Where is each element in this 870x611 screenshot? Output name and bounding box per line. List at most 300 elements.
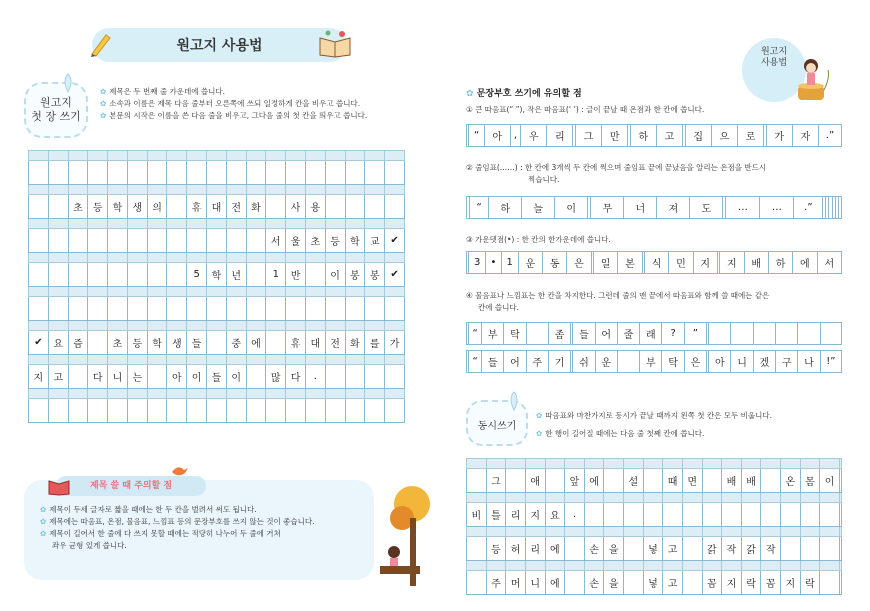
grid-cell <box>88 297 108 321</box>
page-title-banner <box>92 28 347 62</box>
grid-cell <box>108 297 128 321</box>
grid-cell <box>325 195 345 219</box>
grid-cell: 용 <box>305 195 325 219</box>
grid-cell <box>68 297 88 321</box>
grid-row <box>467 323 842 345</box>
grid-cell <box>147 365 167 389</box>
grid-gap-row <box>467 493 842 503</box>
grid-cell: .” <box>818 125 841 147</box>
grid-cell <box>467 571 487 595</box>
grid-row <box>467 469 842 493</box>
grid-cell: 아 <box>167 365 187 389</box>
grid-cell: 들 <box>573 323 595 345</box>
grid-cell: 초 <box>108 331 128 355</box>
grid-row <box>29 161 405 185</box>
grid-cell <box>838 197 841 219</box>
grid-cell: 에 <box>246 331 266 355</box>
grid-cell: 너 <box>624 197 657 219</box>
grid-cell: 리 <box>547 125 573 147</box>
grid-cell: 때 <box>663 469 683 493</box>
grid-cell <box>820 571 840 595</box>
grid-cell: 등 <box>127 331 147 355</box>
grid-cell <box>709 323 731 345</box>
grid-cell: 고 <box>656 125 682 147</box>
grid-cell: 들 <box>187 331 207 355</box>
grid-cell: 울 <box>286 229 306 253</box>
grid-cell <box>325 399 345 423</box>
grid-cell: 아 <box>484 125 510 147</box>
grid-row <box>467 351 842 373</box>
grid-cell: 은 <box>684 351 706 373</box>
grid-cell <box>305 399 325 423</box>
grid-cell: 운 <box>518 252 542 274</box>
leaf-icon <box>506 390 522 412</box>
grid-cell <box>68 399 88 423</box>
grid-cell: 부 <box>482 323 504 345</box>
grid-cell <box>187 229 207 253</box>
grid-cell: 식 <box>644 252 668 274</box>
grid-cell <box>29 297 49 321</box>
grid-cell: 동 <box>542 252 566 274</box>
grid-item-4 <box>466 322 842 373</box>
grid-cell <box>385 399 405 423</box>
grid-cell: 우 <box>521 125 547 147</box>
grid-cell <box>325 161 345 185</box>
grid-row <box>467 252 842 274</box>
grid-cell: 도 <box>690 197 723 219</box>
grid-cell <box>682 537 702 561</box>
grid-cell: 사 <box>286 195 306 219</box>
grid-cell <box>266 161 286 185</box>
grid-cell: 학 <box>147 331 167 355</box>
manuscript-grid-left <box>28 150 405 423</box>
grid-cell <box>565 571 585 595</box>
grid-cell: 나 <box>798 351 820 373</box>
grid-cell <box>643 503 663 527</box>
grid-cell: 이 <box>325 263 345 287</box>
grid-cell: 지 <box>29 365 49 389</box>
grid-cell <box>839 537 841 561</box>
note-bullets: ✿ 제목이 두세 글자로 짧을 때에는 한 두 칸을 벌려서 써도 됩니다. ✿ 제목에는 따옴표, 온점, 물음표, 느낌표 등의 문장부호를 쓰지 않는 것이 좋습니다. ✿ 제목이 길어서 한 줄에 다 쓰지 못할 때에는 적당히 나누어 두 줄에 거쳐 좌우 균형 있게 씁니다. <box>40 505 315 550</box>
grid-cell <box>88 399 108 423</box>
grid-cell: 학 <box>207 263 227 287</box>
grid-cell <box>88 161 108 185</box>
grid-cell: 민 <box>669 252 693 274</box>
grid-cell <box>385 365 405 389</box>
grid-cell: 락 <box>800 571 820 595</box>
grid-gap-row <box>467 561 842 571</box>
grid-cell: 대 <box>305 331 325 355</box>
bullet: ✿ 본문의 시작은 이름을 쓴 다음 줄을 비우고, 그다음 줄의 첫 칸을 띄우고 씁니다. <box>100 111 368 120</box>
grid-cell: . <box>565 503 585 527</box>
grid-cell <box>266 297 286 321</box>
grid-cell <box>246 229 266 253</box>
grid-cell: 휴 <box>286 331 306 355</box>
item-2-text: ② 줄임표(……) : 한 칸에 3개씩 두 칸에 찍으며 줄임표 끝에 끝났음을 알리는 온점을 반드시 찍습니다. <box>466 163 767 184</box>
grid-gap-row <box>29 185 405 195</box>
grid-cell <box>68 365 88 389</box>
grid-gap-row <box>29 355 405 365</box>
grid-cell <box>624 571 644 595</box>
grid-cell: 중 <box>226 331 246 355</box>
grid-cell: 지 <box>720 252 744 274</box>
grid-cell: 고 <box>48 365 68 389</box>
grid-row <box>29 195 405 219</box>
grid-cell <box>305 297 325 321</box>
grid-cell <box>266 331 286 355</box>
grid-cell: .” <box>794 197 823 219</box>
grid-cell: 져 <box>657 197 690 219</box>
grid-cell: !” <box>820 351 841 373</box>
pencil-icon <box>88 32 112 58</box>
grid-cell: 어 <box>504 351 526 373</box>
grid-cell <box>226 229 246 253</box>
grid-cell <box>286 399 306 423</box>
section-label-first-page: 원고지 첫 장 쓰기 <box>24 82 88 138</box>
grid-cell <box>286 297 306 321</box>
grid-cell <box>345 399 365 423</box>
grid-cell <box>167 297 187 321</box>
grid-gap-row <box>29 151 405 161</box>
grid-gap-row <box>29 321 405 331</box>
grid-cell <box>365 297 385 321</box>
grid-cell <box>467 537 487 561</box>
grid-cell: 만 <box>602 125 628 147</box>
grid-cell <box>207 161 227 185</box>
grid-cell: 허 <box>506 537 526 561</box>
grid-gap-row <box>467 527 842 537</box>
leaf-icon <box>60 72 76 94</box>
grid-cell: 초 <box>305 229 325 253</box>
grid-cell: 늘 <box>522 197 555 219</box>
grid-cell: 좀 <box>548 323 570 345</box>
grid-row <box>29 263 405 287</box>
grid-cell <box>526 323 548 345</box>
grid-cell: 배 <box>722 469 742 493</box>
grid-cell <box>48 399 68 423</box>
grid-cell: 다 <box>88 365 108 389</box>
grid-cell: 일 <box>593 252 617 274</box>
grid-cell: 갉 <box>702 537 722 561</box>
page-title: 원고지 사용법 <box>176 38 263 54</box>
grid-cell: 들 <box>482 351 504 373</box>
grid-cell <box>246 365 266 389</box>
grid-cell: 작 <box>722 537 742 561</box>
grid-cell <box>345 297 365 321</box>
grid-cell: 면 <box>682 469 702 493</box>
grid-cell: 지 <box>722 571 742 595</box>
grid-cell: 등 <box>486 537 506 561</box>
grid-row <box>467 537 842 561</box>
grid-cell: 3 <box>469 252 486 274</box>
grid-cell <box>741 503 761 527</box>
grid-cell <box>187 399 207 423</box>
grid-cell <box>127 229 147 253</box>
grid-cell: “ <box>469 351 482 373</box>
grid-gap-row <box>29 219 405 229</box>
grid-cell: 이 <box>187 365 207 389</box>
grid-cell <box>722 503 742 527</box>
grid-cell <box>781 503 801 527</box>
grid-cell: 에 <box>793 252 817 274</box>
grid-cell: 를 <box>365 331 385 355</box>
grid-item-3 <box>466 251 842 274</box>
grid-cell: 주 <box>526 351 548 373</box>
grid-cell: 설 <box>624 469 644 493</box>
left-bullets <box>100 86 367 122</box>
grid-cell <box>731 323 753 345</box>
grid-cell: . <box>305 365 325 389</box>
grid-gap-row <box>467 459 842 469</box>
grid-cell: • <box>486 252 502 274</box>
grid-cell <box>48 263 68 287</box>
grid-cell: 전 <box>226 195 246 219</box>
grid-cell: 넣 <box>643 571 663 595</box>
grid-cell <box>839 571 841 595</box>
grid-cell: 다 <box>286 365 306 389</box>
grid-cell <box>345 161 365 185</box>
grid-cell: 기 <box>548 351 570 373</box>
open-book-icon <box>48 476 70 496</box>
grid-cell <box>108 399 128 423</box>
grid-cell: 학 <box>108 195 128 219</box>
grid-cell <box>345 365 365 389</box>
grid-cell <box>385 161 405 185</box>
grid-cell: 고 <box>663 537 683 561</box>
grid-cell: 앞 <box>565 469 585 493</box>
grid-cell: 락 <box>741 571 761 595</box>
grid-cell: 가 <box>385 331 405 355</box>
grid-cell <box>108 161 128 185</box>
grid-cell <box>167 161 187 185</box>
grid-cell: 지 <box>525 503 545 527</box>
grid-cell: 요 <box>545 503 565 527</box>
grid-cell: 작 <box>761 537 781 561</box>
grid-cell: 손 <box>584 571 604 595</box>
grid-cell: 리 <box>506 503 526 527</box>
grid-gap-row <box>29 253 405 263</box>
grid-cell: 으 <box>711 125 737 147</box>
grid-cell: 애 <box>525 469 545 493</box>
grid-item-2 <box>466 196 842 219</box>
grid-cell: 하 <box>630 125 656 147</box>
grid-cell: 등 <box>325 229 345 253</box>
grid-cell: ? <box>662 323 684 345</box>
grid-cell <box>29 399 49 423</box>
grid-cell <box>48 161 68 185</box>
grid-cell <box>147 297 167 321</box>
grid-cell <box>798 323 820 345</box>
grid-cell <box>345 195 365 219</box>
grid-cell <box>604 469 624 493</box>
grid-cell: “ <box>469 323 482 345</box>
grid-cell: 은 <box>567 252 591 274</box>
grid-cell <box>68 229 88 253</box>
grid-cell: 대 <box>207 195 227 219</box>
grid-cell: 봉 <box>345 263 365 287</box>
grid-cell: 서 <box>266 229 286 253</box>
grid-cell <box>266 195 286 219</box>
grid-cell: 반 <box>286 263 306 287</box>
grid-cell <box>617 351 639 373</box>
grid-cell <box>820 323 841 345</box>
grid-cell: 래 <box>640 323 662 345</box>
grid-cell <box>88 229 108 253</box>
grid-cell <box>68 161 88 185</box>
grid-cell <box>147 161 167 185</box>
grid-row <box>29 297 405 321</box>
grid-gap-row <box>29 389 405 399</box>
grid-cell: , <box>510 125 520 147</box>
bird-icon <box>170 462 190 480</box>
grid-cell <box>325 365 345 389</box>
grid-cell: 본 <box>618 252 642 274</box>
grid-cell: 가 <box>766 125 792 147</box>
grid-cell: 에 <box>584 469 604 493</box>
grid-cell <box>246 297 266 321</box>
grid-cell: 즘 <box>68 331 88 355</box>
grid-cell <box>127 297 147 321</box>
grid-cell: 년 <box>226 263 246 287</box>
grid-cell <box>545 469 565 493</box>
grid-cell: 에 <box>545 571 565 595</box>
grid-cell <box>702 503 722 527</box>
grid-cell <box>48 297 68 321</box>
grid-cell <box>663 503 683 527</box>
grid-cell: 넣 <box>643 537 663 561</box>
grid-cell: 는 <box>127 365 147 389</box>
grid-cell: 학 <box>345 229 365 253</box>
grid-cell <box>88 263 108 287</box>
grid-cell <box>226 399 246 423</box>
grid-cell: 지 <box>693 252 717 274</box>
grid-cell <box>286 161 306 185</box>
grid-cell <box>776 323 798 345</box>
bullet: ✿ 소속과 이름은 제목 다음 줄부터 오른쪽에 쓰되 일정하게 칸을 비우고 씁니다. <box>100 99 361 108</box>
grid-cell <box>839 469 841 493</box>
grid-cell: 휴 <box>187 195 207 219</box>
grid-cell <box>127 263 147 287</box>
book-icon <box>318 28 352 58</box>
side-badge: 원고지 사용법 <box>742 38 806 102</box>
grid-cell <box>565 537 585 561</box>
grid-cell: 화 <box>345 331 365 355</box>
grid-cell <box>147 263 167 287</box>
grid-cell <box>29 161 49 185</box>
grid-cell: 구 <box>776 351 798 373</box>
grid-cell: 들 <box>207 365 227 389</box>
grid-cell <box>167 195 187 219</box>
grid-cell: 집 <box>685 125 711 147</box>
grid-cell: ” <box>684 323 706 345</box>
grid-cell: 자 <box>792 125 818 147</box>
grid-cell <box>48 229 68 253</box>
girl-on-stump-illustration <box>790 56 834 102</box>
grid-cell <box>839 503 841 527</box>
grid-cell: 교 <box>365 229 385 253</box>
grid-cell <box>385 297 405 321</box>
grid-cell: 5 <box>187 263 207 287</box>
grid-cell <box>325 297 345 321</box>
grid-cell: 꼼 <box>702 571 722 595</box>
note-box-title: 제목 쓸 때 주의할 점 <box>56 476 206 496</box>
grid-cell: “ <box>470 197 489 219</box>
grid-cell: 손 <box>584 537 604 561</box>
grid-cell: 온 <box>781 469 801 493</box>
grid-cell <box>506 469 526 493</box>
grid-cell: 봉 <box>365 263 385 287</box>
grid-cell: 1 <box>266 263 286 287</box>
grid-cell <box>207 331 227 355</box>
grid-cell <box>643 469 663 493</box>
grid-cell <box>761 469 781 493</box>
grid-cell <box>187 161 207 185</box>
grid-cell: 의 <box>147 195 167 219</box>
grid-cell: 전 <box>325 331 345 355</box>
grid-cell: 고 <box>663 571 683 595</box>
grid-cell: 생 <box>127 195 147 219</box>
grid-cell: 생 <box>167 331 187 355</box>
grid-cell: 무 <box>591 197 624 219</box>
grid-cell <box>29 263 49 287</box>
grid-cell <box>127 399 147 423</box>
grid-cell <box>246 399 266 423</box>
grid-cell <box>365 365 385 389</box>
grid-cell: 하 <box>489 197 522 219</box>
grid-cell: 1 <box>501 252 518 274</box>
grid-cell <box>127 161 147 185</box>
grid-cell: 에 <box>545 537 565 561</box>
poem-bullets: ✿ 따옴표와 마찬가지로 동시가 끝날 때까지 왼쪽 첫 칸은 모두 비웁니다. ✿ 한 행이 길어질 때에는 다음 줄 첫째 칸에 씁니다. <box>536 411 772 438</box>
item-3-text: ③ 가운뎃점(•) : 한 칸의 한가운데에 씁니다. <box>466 235 611 244</box>
grid-cell: 겠 <box>753 351 775 373</box>
grid-cell: 탁 <box>662 351 684 373</box>
grid-cell: 부 <box>640 351 662 373</box>
grid-cell: 등 <box>88 195 108 219</box>
bullet: ✿ 제목은 두 번째 줄 가운데에 씁니다. <box>100 87 226 96</box>
item-4-text: ④ 물음표나 느낌표는 한 칸을 차지한다. 그런데 줄의 맨 끝에서 따옴표와 함께 쓸 때에는 같은 칸에 씁니다. <box>466 291 770 312</box>
grid-cell <box>226 297 246 321</box>
grid-cell: ✔ <box>29 331 49 355</box>
tree-girl-illustration <box>380 478 430 588</box>
grid-cell <box>820 503 840 527</box>
grid-cell: 주 <box>486 571 506 595</box>
grid-cell <box>761 503 781 527</box>
grid-cell: ✔ <box>385 263 405 287</box>
grid-cell <box>68 263 88 287</box>
grid-cell <box>624 503 644 527</box>
grid-cell <box>167 263 187 287</box>
grid-cell <box>682 503 702 527</box>
grid-cell <box>147 399 167 423</box>
grid-cell <box>207 297 227 321</box>
grid-cell: 몸 <box>800 469 820 493</box>
grid-cell: 그 <box>575 125 601 147</box>
grid-cell: … <box>726 197 760 219</box>
grid-cell: 탁 <box>504 323 526 345</box>
grid-cell: “ <box>469 125 484 147</box>
grid-cell <box>305 263 325 287</box>
grid-cell <box>226 161 246 185</box>
grid-cell <box>365 195 385 219</box>
grid-cell: 서 <box>817 252 841 274</box>
grid-cell <box>29 195 49 219</box>
grid-row <box>467 197 842 219</box>
grid-cell <box>48 195 68 219</box>
grid-row <box>467 503 842 527</box>
grid-cell: 을 <box>604 571 624 595</box>
grid-cell: 머 <box>506 571 526 595</box>
